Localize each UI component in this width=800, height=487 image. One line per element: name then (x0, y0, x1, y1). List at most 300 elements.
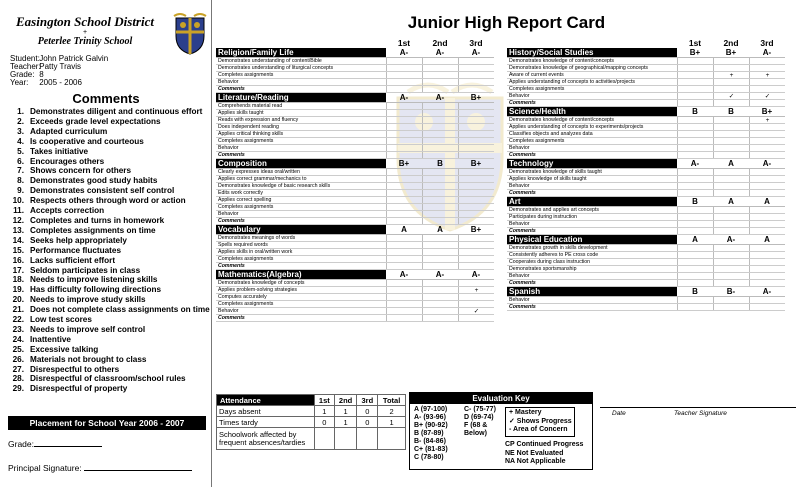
list-item (4, 295, 212, 305)
skill-mark (713, 228, 749, 234)
table-row (216, 145, 494, 152)
comment-text: Needs to improve listening skills (30, 275, 158, 285)
table-row (216, 235, 494, 242)
subject-grade: A- (726, 235, 736, 244)
subject-grade: A- (435, 48, 445, 57)
subject-name: Mathematics(Algebra) (216, 270, 386, 279)
comment-number: 16. (12, 255, 24, 265)
school-crest-icon (172, 12, 208, 56)
skill-label: Spells required words (218, 242, 268, 248)
teacher-signoff (596, 392, 800, 470)
table-row (216, 131, 494, 138)
subject-header (507, 287, 785, 297)
list-item (4, 176, 212, 186)
subject-grade: A (692, 235, 698, 244)
list-item (4, 236, 212, 246)
skill-mark (422, 72, 458, 78)
code-na: NA Not Applicable (505, 458, 566, 465)
skill-mark (458, 249, 494, 255)
comment-number: 25. (12, 344, 24, 354)
skill-mark (749, 152, 785, 158)
attendance-cell: 0 (357, 406, 378, 417)
comment-text: Respects others through word or action (30, 196, 186, 206)
subject-grade: A- (399, 48, 409, 57)
skill-mark (713, 176, 749, 182)
skill-mark (749, 100, 785, 106)
skill-mark (386, 211, 422, 217)
skill-mark (386, 256, 422, 262)
list-item (4, 256, 212, 266)
right-term-header (507, 38, 800, 48)
term-2-header: 2nd (432, 38, 448, 48)
term-1-header: 1st (397, 38, 411, 48)
skill-mark (677, 228, 713, 234)
skill-mark (422, 86, 458, 92)
list-item (4, 246, 212, 256)
code-cp: CP Continued Progress (505, 441, 584, 448)
table-row (507, 72, 785, 79)
skill-mark (713, 145, 749, 151)
placement-grade-line (8, 438, 102, 449)
skill-mark (458, 138, 494, 144)
skill-mark (422, 110, 458, 116)
page-title: Junior High Report Card (407, 13, 606, 32)
year-label: Year: (10, 78, 29, 87)
skill-mark (458, 301, 494, 307)
mastery-legend: + Mastery (509, 409, 542, 416)
subject-header (216, 159, 494, 169)
skill-mark (713, 124, 749, 130)
skill-mark (713, 79, 749, 85)
skill-mark (713, 266, 749, 272)
skill-label: Applies knowledge of skills taught (509, 176, 587, 182)
comment-number: 6. (17, 156, 24, 166)
grade-range: F (68 & (464, 422, 488, 429)
attendance-cell: 2 (378, 406, 406, 417)
subject-grade: A- (471, 270, 481, 279)
marks-legend (505, 407, 575, 437)
skill-mark (713, 280, 749, 286)
skill-label: Demonstrates understanding of content/Bible (218, 58, 322, 64)
table-row (217, 406, 406, 417)
year-row (10, 78, 82, 87)
skill-mark (386, 301, 422, 307)
skill-mark (422, 301, 458, 307)
skill-mark (422, 190, 458, 196)
comment-text: Excessive talking (30, 344, 99, 354)
subject-grade: A- (435, 93, 445, 102)
skill-label: Applies problem-solving strategies (218, 287, 298, 293)
table-row (507, 169, 785, 176)
skill-mark (713, 131, 749, 137)
subject-header (216, 270, 494, 280)
table-row (507, 297, 785, 304)
subject-grade: A (764, 197, 770, 206)
table-row (507, 117, 785, 124)
skill-mark (386, 280, 422, 286)
code-ne: NE Not Evaluated (505, 449, 564, 457)
placement-banner: Placement for School Year 2006 - 2007 (8, 416, 206, 430)
skill-mark (422, 211, 458, 217)
skill-mark: + (749, 72, 785, 78)
skill-mark (749, 252, 785, 258)
skill-label: Behavior (509, 145, 530, 151)
skill-mark (422, 249, 458, 255)
table-row (216, 256, 494, 263)
table-row (507, 79, 785, 86)
skill-mark (458, 294, 494, 300)
skill-mark (422, 242, 458, 248)
list-item (4, 266, 212, 276)
placement-grade-field[interactable] (34, 438, 102, 447)
skill-mark (386, 197, 422, 203)
skill-mark (677, 207, 713, 213)
skill-mark (386, 72, 422, 78)
skill-mark (749, 221, 785, 227)
comment-text: Low test scores (30, 315, 92, 325)
comment-text: Demonstrates consistent self control (30, 186, 175, 196)
table-row (216, 218, 494, 225)
skill-mark (713, 221, 749, 227)
skill-label: Behavior (509, 273, 530, 279)
list-item (4, 137, 212, 147)
table-row (216, 138, 494, 145)
table-row (507, 183, 785, 190)
subject-grade: B- (726, 287, 736, 296)
skill-mark (422, 197, 458, 203)
skill-mark (713, 138, 749, 144)
skill-mark (458, 218, 494, 224)
evaluation-key-title: Evaluation Key (410, 393, 592, 404)
attendance-row-label: Days absent (217, 406, 315, 417)
comment-number: 20. (12, 295, 24, 305)
skill-mark (458, 145, 494, 151)
skill-mark (386, 176, 422, 182)
table-row (507, 252, 785, 259)
comment-number: 1. (17, 107, 24, 116)
table-row (216, 280, 494, 287)
comment-number: 22. (12, 315, 24, 325)
skill-mark (386, 79, 422, 85)
table-row (507, 190, 785, 197)
skill-mark (677, 145, 713, 151)
table-row (216, 117, 494, 124)
subject-grade: A (401, 225, 407, 234)
skill-mark (386, 58, 422, 64)
skill-label: Completes assignments (218, 301, 274, 307)
skill-mark (749, 79, 785, 85)
attendance-title: Attendance (217, 395, 315, 406)
list-item (4, 365, 212, 375)
table-row (507, 93, 785, 100)
skill-mark (422, 117, 458, 123)
teacher-name: Patty Travis (39, 62, 82, 71)
skill-mark (677, 304, 713, 310)
attendance-row-label: Times tardy (217, 417, 315, 428)
comment-text: Needs to improve self control (30, 324, 146, 334)
comment-text: Lacks sufficient effort (30, 255, 116, 265)
skill-label: Completes assignments (218, 204, 274, 210)
skill-mark (458, 176, 494, 182)
skill-mark (422, 294, 458, 300)
placement-grade-label: Grade: (8, 439, 34, 449)
skill-mark (713, 169, 749, 175)
table-row (507, 65, 785, 72)
attendance-cell: 1 (334, 406, 357, 417)
skill-label: Behavior (218, 145, 239, 151)
skill-mark (677, 266, 713, 272)
skill-mark (458, 103, 494, 109)
comment-number: 9. (17, 186, 24, 196)
grade-scale-row (414, 454, 496, 462)
skill-mark (422, 131, 458, 137)
subject-header (216, 93, 494, 103)
skill-mark (749, 266, 785, 272)
skill-mark (677, 72, 713, 78)
list-item (4, 117, 212, 127)
right-subjects-grid (507, 48, 785, 311)
comments-label: Comments (218, 218, 245, 224)
skill-mark (749, 138, 785, 144)
signoff-line[interactable] (600, 407, 796, 408)
table-row (216, 103, 494, 110)
student-name: John Patrick Galvin (39, 54, 109, 63)
subject-grade: B+ (398, 159, 410, 168)
table-row (507, 176, 785, 183)
comments-label: Comments (509, 100, 536, 106)
comment-number: 4. (17, 136, 24, 146)
table-row (216, 249, 494, 256)
skill-mark (677, 79, 713, 85)
table-row (216, 110, 494, 117)
skill-mark (422, 152, 458, 158)
skill-mark (677, 245, 713, 251)
table-row (216, 204, 494, 211)
area-of-concern-legend: - Area of Concern (509, 426, 568, 433)
attendance-table (216, 394, 406, 450)
skill-label: Demonstrates and applies art concepts (509, 207, 599, 213)
skill-label: Completes assignments (509, 138, 565, 144)
skill-mark (749, 273, 785, 279)
skill-mark (422, 176, 458, 182)
skill-mark (386, 124, 422, 130)
skill-mark (422, 256, 458, 262)
subject-grade: A- (435, 270, 445, 279)
subject-grade: B+ (470, 225, 482, 234)
skill-mark (677, 252, 713, 258)
table-row (217, 417, 406, 428)
skill-label: Demonstrates knowledge of content/concepts (509, 117, 614, 123)
skill-mark (458, 72, 494, 78)
list-item (4, 335, 212, 345)
skill-mark (677, 259, 713, 265)
skill-label: Behavior (218, 79, 239, 85)
table-row (216, 301, 494, 308)
skill-label: Behavior (218, 308, 239, 314)
comment-text: Takes initiative (30, 146, 89, 156)
grade-scale-row (414, 438, 496, 446)
subject-grade: A- (762, 159, 772, 168)
skill-label: Completes assignments (218, 138, 274, 144)
left-subjects-grid (216, 48, 494, 322)
comment-text: Seeks help appropriately (30, 235, 127, 245)
skill-label: Demonstrates understanding of liturgical concepts (218, 65, 334, 71)
subject-grade: B (437, 159, 443, 168)
comment-text: Exceeds grade level expectations (30, 116, 161, 126)
list-item (4, 355, 212, 365)
skill-mark (458, 58, 494, 64)
subject-header (507, 197, 785, 207)
skill-label: Cooperates during class instruction (509, 259, 591, 265)
list-item (4, 206, 212, 216)
principal-signature-field[interactable] (84, 462, 192, 471)
table-row (216, 124, 494, 131)
skill-mark (677, 131, 713, 137)
list-item (4, 325, 212, 335)
skill-mark (677, 138, 713, 144)
skill-mark (458, 263, 494, 269)
skill-mark (749, 58, 785, 64)
skill-label: Demonstrates meanings of words (218, 235, 296, 241)
skill-mark (749, 297, 785, 303)
skill-mark (386, 242, 422, 248)
comment-number: 2. (17, 116, 24, 126)
left-term-header (216, 38, 496, 48)
skill-mark (386, 183, 422, 189)
skill-mark (386, 117, 422, 123)
skill-mark: + (458, 287, 494, 293)
skill-mark (713, 65, 749, 71)
list-item (4, 315, 212, 325)
skill-mark (713, 245, 749, 251)
skill-label: Behavior (218, 211, 239, 217)
subject-name: Physical Education (507, 235, 677, 244)
skill-label: Consistently adheres to PE cross code (509, 252, 599, 258)
skill-label: Applies understanding of concepts to activities/projects (509, 79, 636, 85)
comments-label: Comments (218, 315, 245, 321)
grade-scale-row (414, 414, 496, 422)
comment-text: Completes assignments on time (30, 225, 156, 235)
skill-label: Applies correct grammar/mechanics to (218, 176, 307, 182)
comment-number: 17. (12, 265, 24, 275)
skill-label: Behavior (509, 297, 530, 303)
skill-label: Demonstrates growth in skills development (509, 245, 608, 251)
skill-mark (458, 242, 494, 248)
comment-number: 21. (12, 305, 24, 315)
skill-mark (386, 86, 422, 92)
comment-text: Encourages others (30, 156, 105, 166)
skill-mark (749, 124, 785, 130)
table-row (217, 428, 406, 450)
evaluation-key (409, 392, 593, 470)
skill-mark (458, 65, 494, 71)
table-row (507, 280, 785, 287)
subject-header (507, 48, 785, 58)
skill-label: Edits work correctly (218, 190, 263, 196)
list-item (4, 196, 212, 206)
term-1-header: 1st (688, 38, 702, 48)
table-row (507, 131, 785, 138)
subject-grade: A- (471, 48, 481, 57)
table-row (216, 308, 494, 315)
skill-mark (458, 131, 494, 137)
term-3-header: 3rd (469, 38, 483, 48)
skill-mark (458, 211, 494, 217)
skill-mark (749, 228, 785, 234)
skill-mark (422, 124, 458, 130)
skill-label: Applies correct spelling (218, 197, 272, 203)
comment-number: 15. (12, 245, 24, 255)
skill-mark (422, 65, 458, 71)
skill-mark (386, 103, 422, 109)
skill-label: Applies understanding of concepts to experiments/projects (509, 124, 644, 130)
skill-label: Behavior (509, 183, 530, 189)
skill-mark (677, 117, 713, 123)
skill-label: Demonstrates knowledge of basic research skills (218, 183, 331, 189)
attendance-cell: 1 (334, 417, 357, 428)
skill-mark (386, 294, 422, 300)
skill-label: Behavior (509, 93, 530, 99)
skill-mark (386, 131, 422, 137)
skill-mark (458, 86, 494, 92)
skill-mark (422, 235, 458, 241)
table-row (216, 190, 494, 197)
grade-range: C (78-80) (414, 454, 444, 461)
skill-mark (386, 235, 422, 241)
comment-text: Disrespectful of classroom/school rules (30, 374, 186, 384)
list-item (4, 226, 212, 236)
subject-grade: B (692, 287, 698, 296)
subject-name: Literature/Reading (216, 93, 386, 102)
table-row (216, 72, 494, 79)
skill-mark (386, 263, 422, 269)
skill-mark (677, 297, 713, 303)
attendance-cell (315, 428, 335, 450)
subject-grade: A (764, 235, 770, 244)
table-row (216, 211, 494, 218)
grade-label: Grade: (10, 70, 35, 79)
list-item (4, 107, 212, 117)
skill-mark (677, 176, 713, 182)
skill-label: Completes assignments (218, 72, 274, 78)
skill-mark (713, 183, 749, 189)
attendance-header-total: Total (378, 395, 406, 406)
subject-grade: A- (690, 159, 700, 168)
principal-signature-line (8, 462, 192, 473)
comment-number: 5. (17, 146, 24, 156)
cross-mark: + (82, 29, 88, 36)
subject-header (216, 225, 494, 235)
skill-mark (458, 117, 494, 123)
grade-range: C+ (81-83) (414, 446, 448, 453)
comment-text: Accepts correction (30, 206, 105, 216)
skill-mark (386, 315, 422, 321)
term-2-header: 2nd (723, 38, 739, 48)
subject-grade: B (692, 197, 698, 206)
skill-mark (386, 190, 422, 196)
teacher-signature-label: Teacher Signature (674, 410, 727, 417)
skill-mark (422, 138, 458, 144)
comment-text: Inattentive (30, 334, 71, 344)
comment-number: 7. (17, 166, 24, 176)
grade-range: A (97-100) (414, 406, 448, 413)
list-item (4, 186, 212, 196)
skill-mark (386, 204, 422, 210)
subject-grade: A (728, 159, 734, 168)
skill-mark (677, 58, 713, 64)
table-row (507, 221, 785, 228)
subject-grade: B+ (470, 93, 482, 102)
